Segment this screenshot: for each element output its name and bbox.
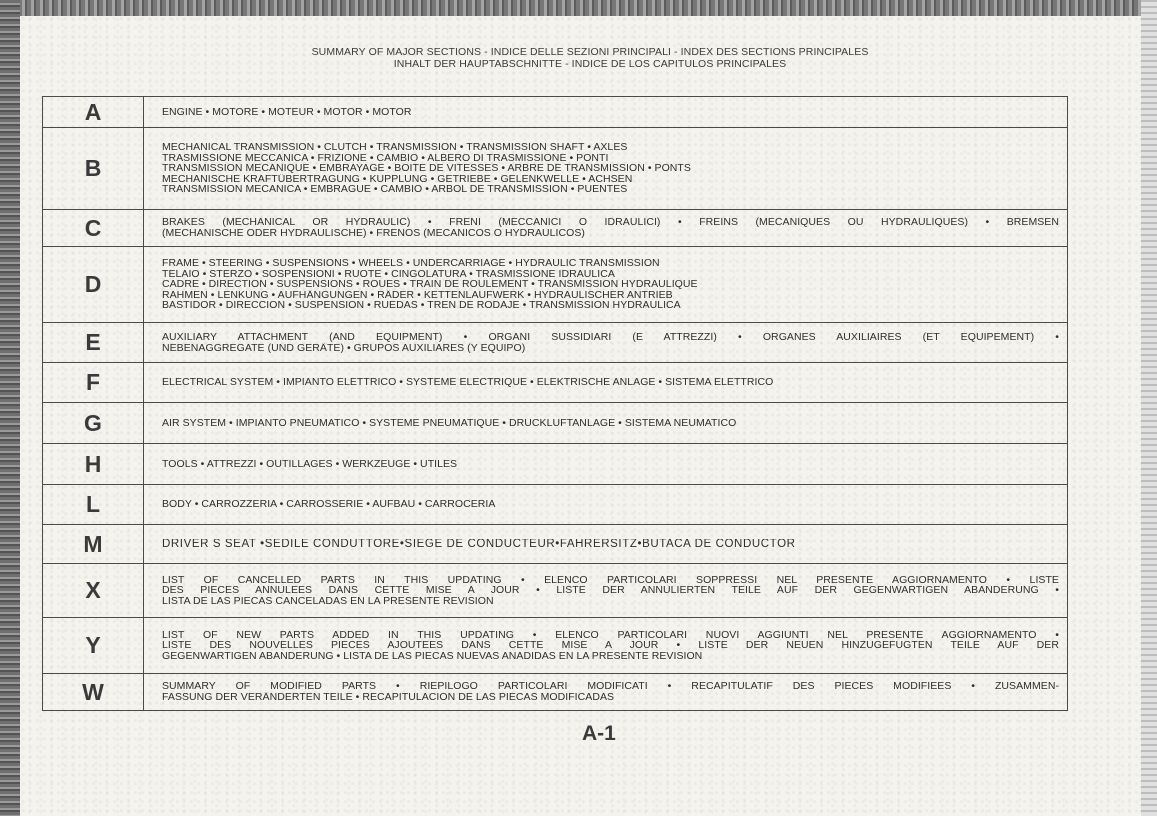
section-letter: D <box>43 247 144 323</box>
description-line: LISTE DES NOUVELLES PIECES AJOUTEES DANS CETTE MISE A JOUR • LISTE DER NEUEN HINZUGEFUGTEN TEILE AUF DER <box>162 640 1059 651</box>
section-letter: M <box>43 525 144 564</box>
section-description <box>144 247 1068 323</box>
index-header <box>150 46 1030 70</box>
scan-edge-top <box>0 0 1157 16</box>
header-line-1: SUMMARY OF MAJOR SECTIONS - INDICE DELLE SEZIONI PRINCIPALI - INDEX DES SECTIONS PRINCIPALES <box>311 46 869 58</box>
section-letter: H <box>43 444 144 485</box>
description-line: BODY • CARROZZERIA • CARROSSERIE • AUFBAU • CARROCERIA <box>162 499 496 510</box>
description-line: CADRE • DIRECTION • SUSPENSIONS • ROUES • TRAIN DE ROULEMENT • TRANSMISSION HYDRAULIQUE <box>162 279 698 290</box>
description-line: AIR SYSTEM • IMPIANTO PNEUMATICO • SYSTEME PNEUMATIQUE • DRUCKLUFTANLAGE • SISTEMA NEUMATICO <box>162 417 737 429</box>
description-line: BRAKES (MECHANICAL OR HYDRAULIC) • FRENI (MECCANICI O IDRAULICI) • FREINS (MECANIQUES OU HYDRAULIQUES) • BREMSEN <box>162 217 1059 228</box>
section-letter: E <box>43 323 144 363</box>
section-row-y <box>43 618 1068 674</box>
description-line: LIST OF CANCELLED PARTS IN THIS UPDATING • ELENCO PARTICOLARI SOPPRESSI NEL PRESENTE AGGIORNAMENTO • LISTE <box>162 574 1059 586</box>
section-letter: B <box>43 128 144 210</box>
scan-edge-left <box>0 0 20 816</box>
section-row-g <box>43 403 1068 444</box>
description-line: BASTIDOR • DIRECCION • SUSPENSION • RUEDAS • TREN DE RODAJE • TRANSMISSION HYDRAULICA <box>162 300 681 311</box>
section-description <box>144 363 1068 403</box>
page-number: A-1 <box>582 722 616 745</box>
description-line: ELECTRICAL SYSTEM • IMPIANTO ELETTRICO • SYSTEME ELECTRIQUE • ELEKTRISCHE ANLAGE • SISTEMA ELETTRICO <box>162 377 774 388</box>
description-line: TRANSMISSION MECANIQUE • EMBRAYAGE • BOITE DE VITESSES • ARBRE DE TRANSMISSION • PONTS <box>162 163 691 174</box>
description-line: TRASMISSIONE MECCANICA • FRIZIONE • CAMBIO • ALBERO DI TRASMISSIONE • PONTI <box>162 152 609 164</box>
description-line: SUMMARY OF MODIFIED PARTS • RIEPILOGO PARTICOLARI MODIFICATI • RECAPITULATIF DES PIECES MODIFIEES • ZUSAMMEN- <box>162 681 1059 692</box>
section-description <box>144 444 1068 485</box>
section-description <box>144 674 1068 711</box>
section-description <box>144 323 1068 363</box>
description-line: (MECHANISCHE ODER HYDRAULISCHE) • FRENOS (MECANICOS O HYDRAULICOS) <box>162 228 585 239</box>
description-line: GEGENWARTIGEN ABANDERUNG • LISTA DE LAS PIECAS NUEVAS ANADIDAS EN LA PRESENTE REVISION <box>162 650 703 662</box>
section-row-c <box>43 210 1068 247</box>
description-line: TELAIO • STERZO • SOSPENSIONI • RUOTE • CINGOLATURA • TRASMISSIONE IDRAULICA <box>162 268 615 280</box>
section-row-d <box>43 247 1068 323</box>
section-letter: L <box>43 485 144 525</box>
description-line: AUXILIARY ATTACHMENT (AND EQUIPMENT) • ORGANI SUSSIDIARI (E ATTREZZI) • ORGANES AUXILIAIRES (ET EQUIPEMENT) • <box>162 331 1059 343</box>
description-line: FRAME • STEERING • SUSPENSIONS • WHEELS • UNDERCARRIAGE • HYDRAULIC TRANSMISSION <box>162 258 660 269</box>
section-description <box>144 525 1068 564</box>
description-line: LIST OF NEW PARTS ADDED IN THIS UPDATING • ELENCO PARTICOLARI NUOVI AGGIUNTI NEL PRESENTE AGGIORNAMENTO • <box>162 629 1059 641</box>
section-letter: C <box>43 210 144 247</box>
section-description <box>144 564 1068 618</box>
description-line: FASSUNG DER VERÄNDERTEN TEILE • RECAPITULACION DE LAS PIECAS MODIFICADAS <box>162 692 615 703</box>
section-description <box>144 485 1068 525</box>
section-letter: A <box>43 97 144 128</box>
scan-edge-right <box>1141 0 1157 816</box>
sections-index-table <box>42 96 1068 711</box>
section-letter: X <box>43 564 144 618</box>
section-description <box>144 97 1068 128</box>
description-line: TRANSMISSION MECANICA • EMBRAGUE • CAMBIO • ARBOL DE TRANSMISSION • PUENTES <box>162 184 628 195</box>
description-line: NEBENAGGREGATE (UND GERÄTE) • GRUPOS AUXILIARES (Y EQUIPO) <box>162 342 526 354</box>
section-letter: Y <box>43 618 144 674</box>
section-row-b <box>43 128 1068 210</box>
section-description <box>144 128 1068 210</box>
section-description <box>144 403 1068 444</box>
description-line: MECHANICAL TRANSMISSION • CLUTCH • TRANSMISSION • TRANSMISSION SHAFT • AXLES <box>162 142 628 153</box>
section-row-e <box>43 323 1068 363</box>
description-line: DRIVER S SEAT •SEDILE CONDUTTORE•SIEGE DE CONDUCTEUR•FAHRERSITZ•BUTACA DE CONDUCTOR <box>162 538 796 550</box>
section-letter: F <box>43 363 144 403</box>
section-description <box>144 210 1068 247</box>
section-letter: W <box>43 674 144 711</box>
description-line: LISTA DE LAS PIECAS CANCELADAS EN LA PRESENTE REVISION <box>162 595 494 607</box>
section-row-l <box>43 485 1068 525</box>
section-letter: G <box>43 403 144 444</box>
description-line: ENGINE • MOTORE • MOTEUR • MOTOR • MOTOR <box>162 106 412 118</box>
description-line: DES PIECES ANNULEES DANS CETTE MISE A JOUR • LISTE DER ANNULIERTEN TEILE AUF DER GEGENWARTIGEN ABANDERUNG • <box>162 585 1059 596</box>
description-line: MECHANISCHE KRAFTÜBERTRAGUNG • KUPPLUNG • GETRIEBE • GELENKWELLE • ACHSEN <box>162 173 633 185</box>
section-row-h <box>43 444 1068 485</box>
section-row-x <box>43 564 1068 618</box>
section-row-w <box>43 674 1068 711</box>
section-row-m <box>43 525 1068 564</box>
section-row-f <box>43 363 1068 403</box>
section-description <box>144 618 1068 674</box>
header-line-2: INHALT DER HAUPTABSCHNITTE - INDICE DE LOS CAPITULOS PRINCIPALES <box>393 58 787 70</box>
description-line: TOOLS • ATTREZZI • OUTILLAGES • WERKZEUGE • UTILES <box>162 458 458 470</box>
section-row-a <box>43 97 1068 128</box>
description-line: RAHMEN • LENKUNG • AUFHÄNGUNGEN • RÄDER • KETTENLAUFWERK • HYDRAULISCHER ANTRIEB <box>162 289 673 301</box>
